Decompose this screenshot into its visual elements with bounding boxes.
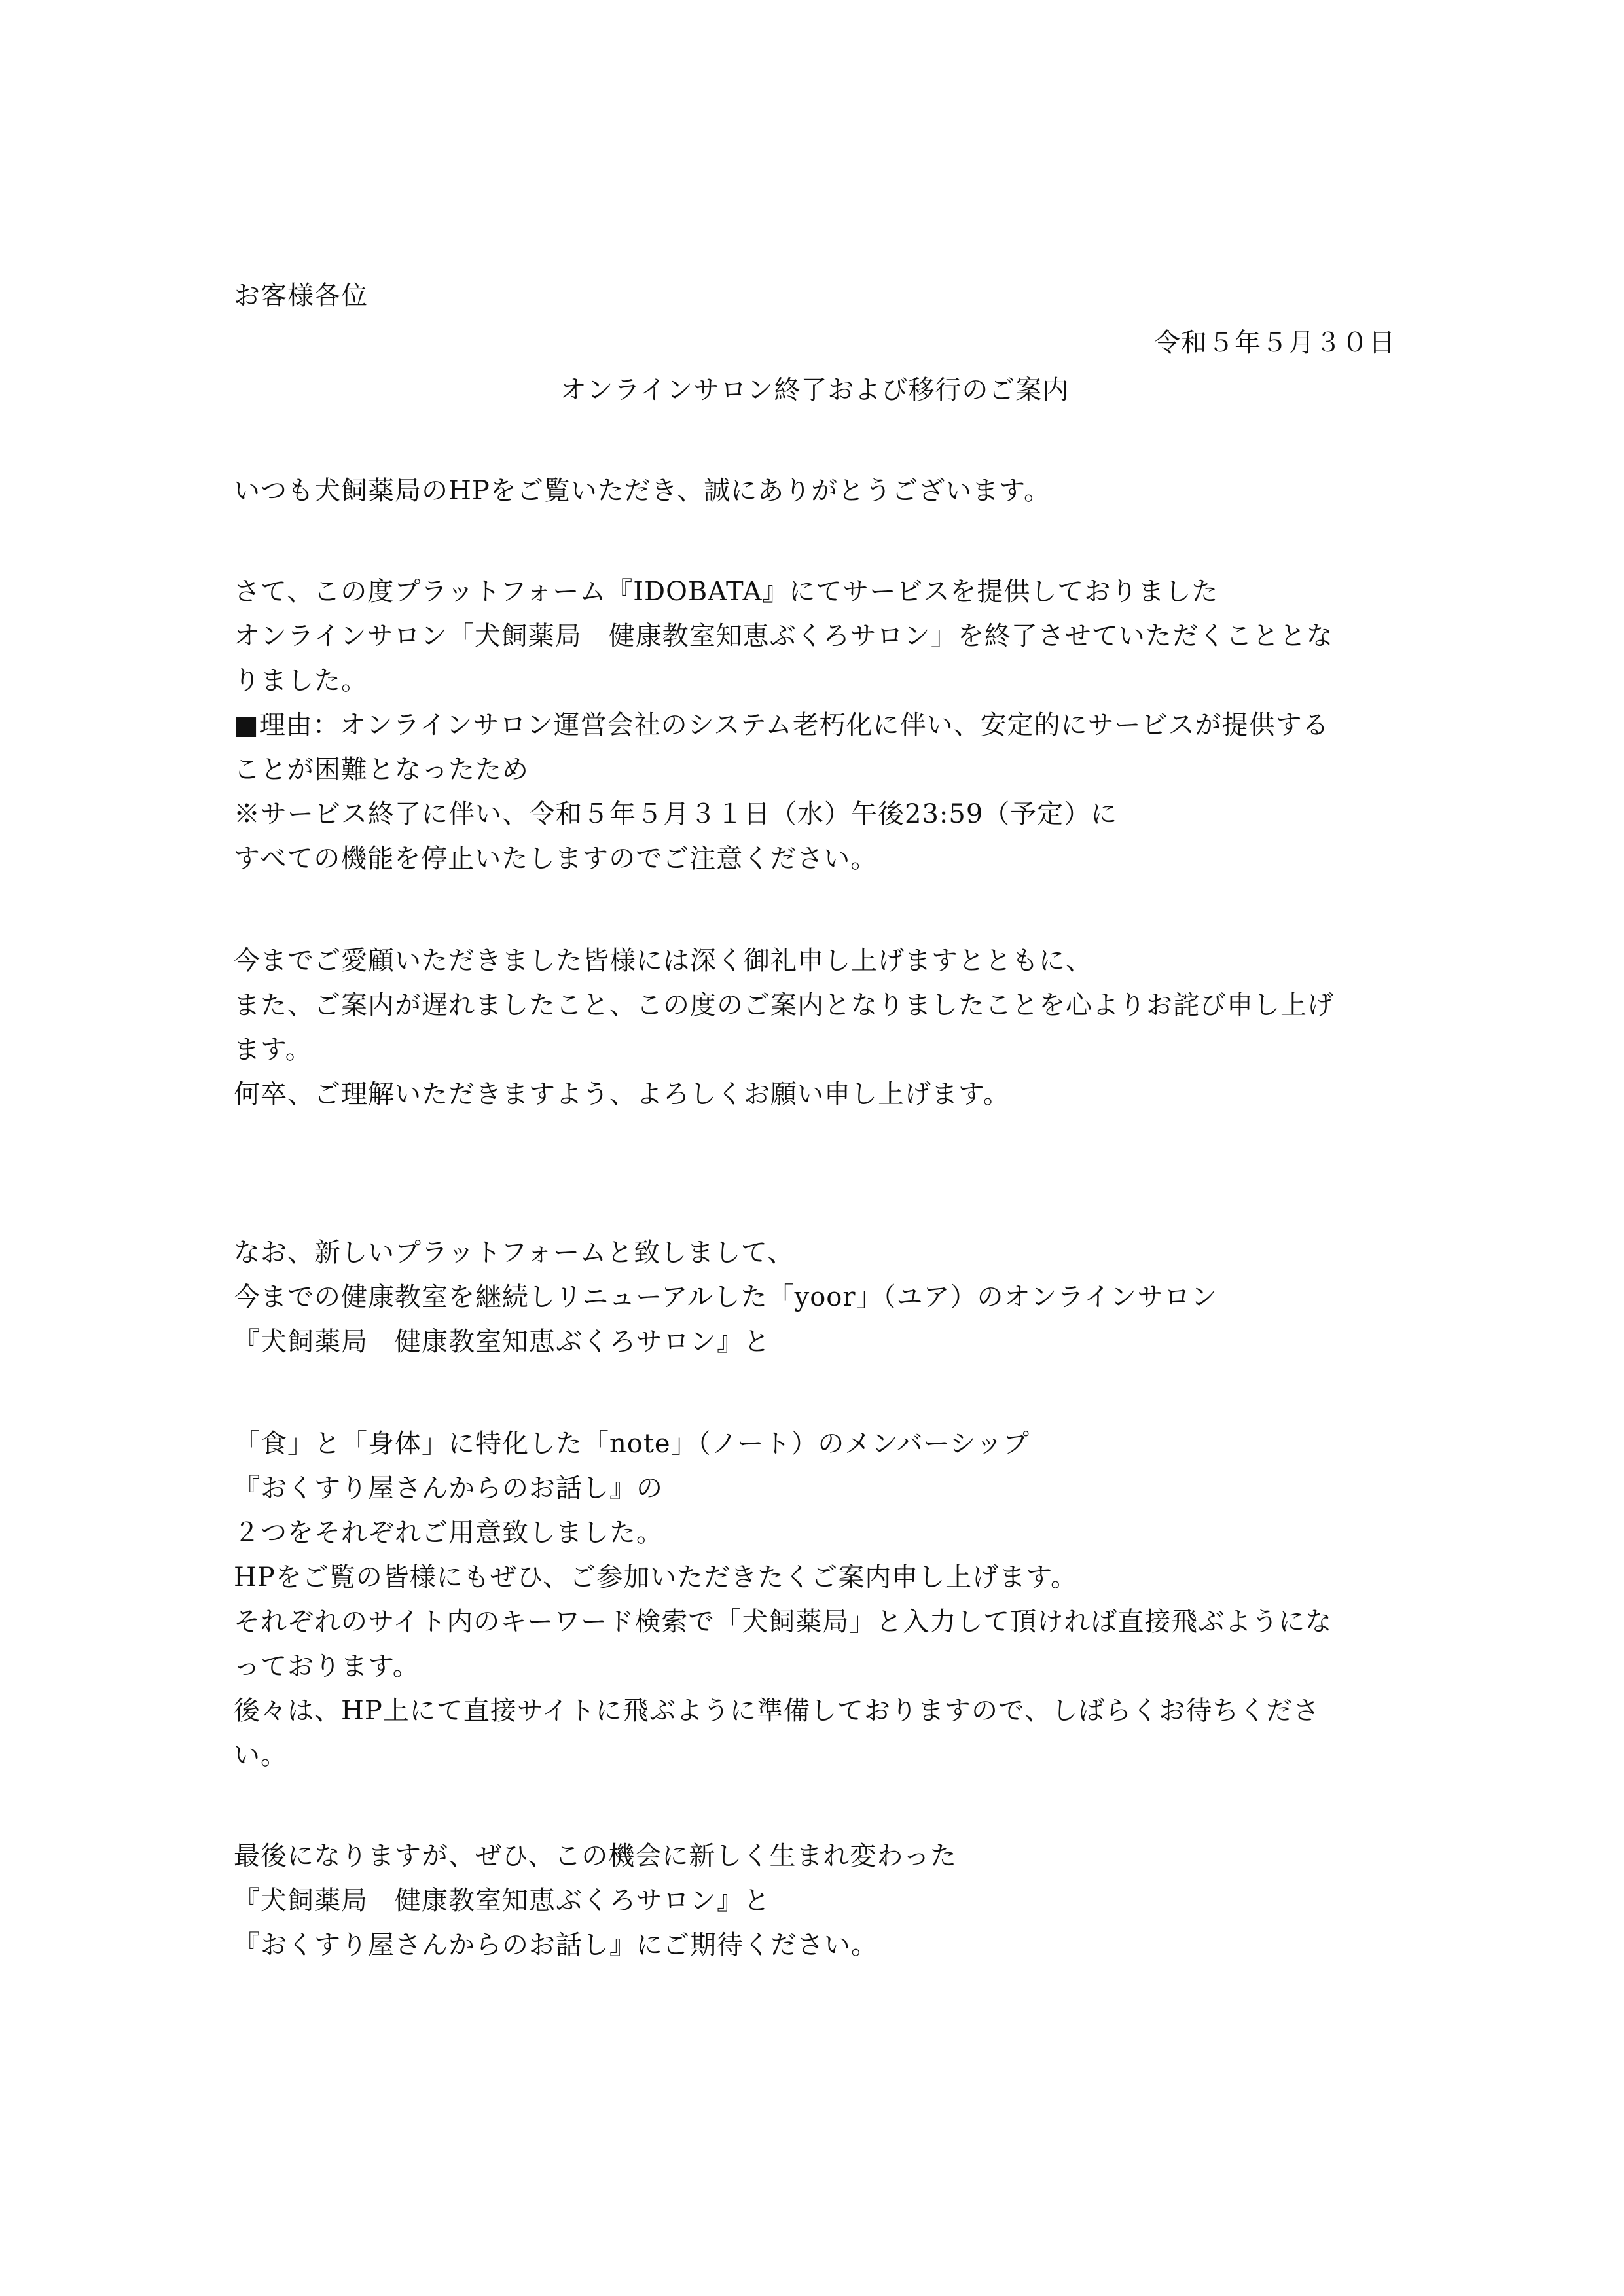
salutation: お客様各位 <box>234 281 368 311</box>
membership-line: 後々は、HP上にて直接サイトに飛ぶように準備しておりますので、しばらくお待ちくださ <box>234 1696 1320 1726</box>
greeting: いつも犬飼薬局のHPをご覧いただき、誠にありがとうございます。 <box>234 476 1051 506</box>
closing-line: 最後になりますが、ぜひ、この機会に新しく生まれ変わった <box>234 1841 957 1871</box>
membership-line: ２つをそれぞれご用意致しました。 <box>234 1518 663 1548</box>
membership-line: 『おくすり屋さんからのお話し』の <box>234 1473 663 1503</box>
thanks-line: 何卒、ご理解いただきますよう、よろしくお願い申し上げます。 <box>234 1079 1010 1109</box>
thanks-line: ます。 <box>234 1035 312 1065</box>
notice-line: オンラインサロン「犬飼薬局 健康教室知恵ぶくろサロン」を終了させていただくこととな <box>234 621 1333 651</box>
thanks-line: 今までご愛顧いただきました皆様には深く御礼申し上げますとともに、 <box>234 946 1092 976</box>
membership-line: い。 <box>234 1740 287 1770</box>
notice-line: りました。 <box>234 666 368 696</box>
notice-line: ことが困難となったため <box>234 755 529 785</box>
membership-line: 「食」と「身体」に特化した「note」（ノート）のメンバーシップ <box>234 1429 1030 1459</box>
notice-line: ■理由：オンラインサロン運営会社のシステム老朽化に伴い、安定的にサービスが提供する <box>234 710 1329 740</box>
membership-line: それぞれのサイト内のキーワード検索で「犬飼薬局」と入力して頂ければ直接飛ぶようにな <box>234 1607 1333 1637</box>
new-platform-line: 『犬飼薬局 健康教室知恵ぶくろサロン』と <box>234 1327 770 1357</box>
thanks-line: また、ご案内が遅れましたこと、この度のご案内となりましたことを心よりお詫び申し上げ <box>234 990 1334 1020</box>
new-platform-line: なお、新しいプラットフォームと致しまして、 <box>234 1238 795 1268</box>
document-title: オンラインサロン終了および移行のご案内 <box>560 375 1070 405</box>
closing-line: 『おくすり屋さんからのお話し』にご期待ください。 <box>234 1930 878 1960</box>
membership-line: HPをご覧の皆様にもぜひ、ご参加いただきたくご案内申し上げます。 <box>234 1562 1077 1592</box>
notice-line: すべての機能を停止いたしますのでご注意ください。 <box>234 844 878 874</box>
notice-line: ※サービス終了に伴い、令和５年５月３１日（水）午後23:59（予定）に <box>234 799 1118 829</box>
new-platform-line: 今までの健康教室を継続しリニューアルした「yoor」（ユア）のオンラインサロン <box>234 1282 1218 1312</box>
closing-line: 『犬飼薬局 健康教室知恵ぶくろサロン』と <box>234 1886 770 1916</box>
notice-line: さて、この度プラットフォーム『IDOBATA』にてサービスを提供しておりました <box>234 577 1219 607</box>
membership-line: っております。 <box>234 1651 420 1681</box>
document-date: 令和５年５月３０日 <box>1154 328 1396 358</box>
